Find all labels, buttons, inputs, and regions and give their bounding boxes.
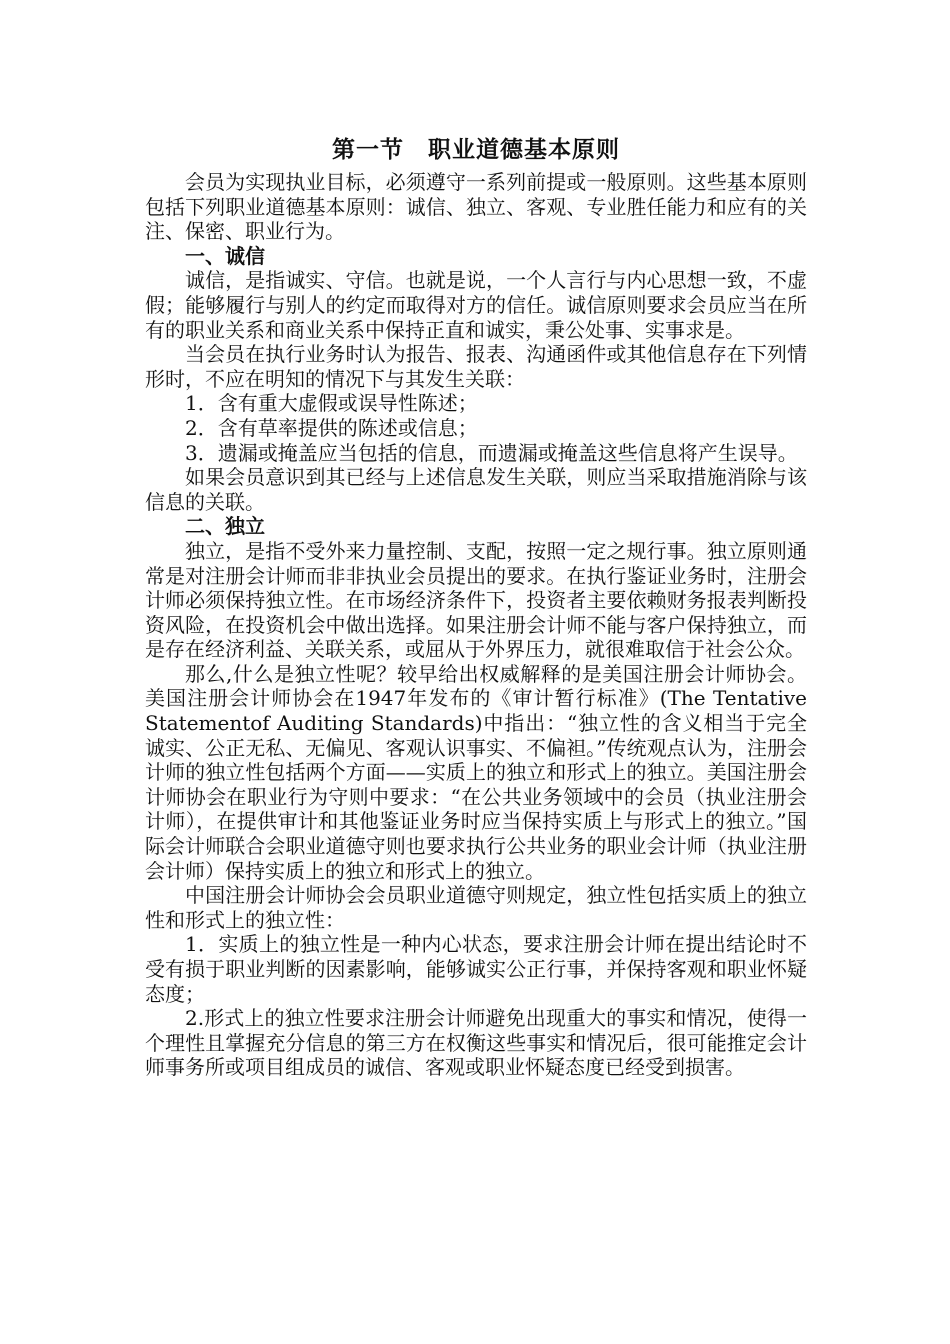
integrity-remedy-paragraph: 如果会员意识到其已经与上述信息发生关联，则应当采取措施消除与该信息的关联。 <box>145 465 807 514</box>
document-page <box>145 132 807 1080</box>
list-item: 3．遗漏或掩盖应当包括的信息，而遗漏或掩盖这些信息将产生误导。 <box>185 440 798 465</box>
heading-independence: 二、独立 <box>185 514 265 539</box>
integrity-definition-paragraph: 诚信，是指诚实、守信。也就是说，一个人言行与内心思想一致，不虚假；能够履行与别人的约定而取得对方的信任。诚信原则要求会员应当在所有的职业关系和商业关系中保持正直和诚实，秉公处事、实事求是。 <box>145 268 807 342</box>
independence-history-paragraph: 那么,什么是独立性呢？较早给出权威解释的是美国注册会计师协会。美国注册会计师协会在1947年发布的《审计暂行标准》(The Tentative Statementof Auditing Standards)中指出：“独立性的含义相当于完全诚实、公正无私、无偏见、客观认识事实、不偏袒。”传统观点认为，注册会计师的独立性包括两个方面——实质上的独立和形式上的独立。美国注册会计师协会在职业行为守则中要求：“在公共业务领域中的会员（执业注册会计师），在提供审计和其他鉴证业务时应当保持实质上与形式上的独立。”国际会计师联合会职业道德守则也要求执行公共业务的职业会计师（执业注册会计师）保持实质上的独立和形式上的独立。 <box>145 661 807 883</box>
list-item: 1．含有重大虚假或误导性陈述； <box>185 391 478 416</box>
section-title: 第一节 职业道德基本原则 <box>332 136 620 163</box>
list-item: 2．含有草率提供的陈述或信息； <box>185 415 478 440</box>
intro-paragraph: 会员为实现执业目标，必须遵守一系列前提或一般原则。这些基本原则包括下列职业道德基本原则：诚信、独立、客观、专业胜任能力和应有的关注、保密、职业行为。 <box>145 170 807 244</box>
list-item: 1．实质上的独立性是一种内心状态，要求注册会计师在提出结论时不受有损于职业判断的因素影响，能够诚实公正行事，并保持客观和职业怀疑态度； <box>145 932 807 1006</box>
independence-definition-paragraph: 独立，是指不受外来力量控制、支配，按照一定之规行事。独立原则通常是对注册会计师而非非执业会员提出的要求。在执行鉴证业务时，注册会计师必须保持独立性。在市场经济条件下，投资者主要依赖财务报表判断投资风险，在投资机会中做出选择。如果注册会计师不能与客户保持独立，而是存在经济利益、关联关系，或屈从于外界压力，就很难取信于社会公众。 <box>145 538 807 662</box>
integrity-conditions-paragraph: 当会员在执行业务时认为报告、报表、沟通函件或其他信息存在下列情形时，不应在明知的情况下与其发生关联： <box>145 342 807 391</box>
independence-china-paragraph: 中国注册会计师协会会员职业道德守则规定，独立性包括实质上的独立性和形式上的独立性： <box>145 883 807 932</box>
list-item: 2.形式上的独立性要求注册会计师避免出现重大的事实和情况，使得一个理性且掌握充分信息的第三方在权衡这些事实和情况后，很可能推定会计师事务所或项目组成员的诚信、客观或职业怀疑态度已经受到损害。 <box>145 1006 807 1080</box>
heading-integrity: 一、诚信 <box>185 243 265 268</box>
